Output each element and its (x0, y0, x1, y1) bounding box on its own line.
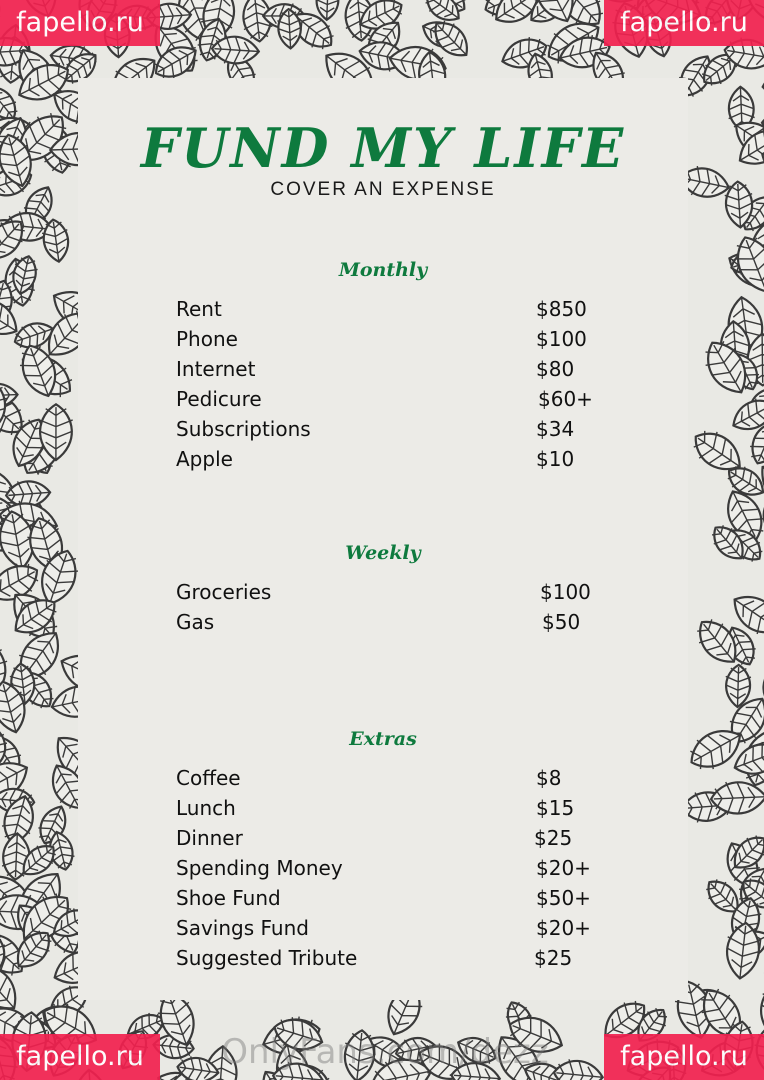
expense-label: Shoe Fund (176, 886, 281, 910)
expense-label: Pedicure (176, 387, 262, 411)
expense-row-subscriptions (176, 414, 596, 444)
expense-label: Gas (176, 610, 215, 634)
expense-label: Spending Money (176, 856, 343, 880)
expense-row-savings-fund (176, 913, 596, 943)
expense-amount: $10 (536, 447, 575, 471)
expense-label: Apple (176, 447, 233, 471)
expense-label: Groceries (176, 580, 272, 604)
expense-label: Subscriptions (176, 417, 311, 441)
expense-label: Lunch (176, 796, 236, 820)
expense-label: Dinner (176, 826, 243, 850)
expense-amount: $8 (536, 766, 562, 790)
expense-label: Coffee (176, 766, 241, 790)
expense-amount: $25 (534, 946, 573, 970)
watermark-bottom-left: fapello.ru (0, 1034, 160, 1080)
expense-row-coffee (176, 763, 596, 793)
expense-amount: $850 (536, 297, 587, 321)
expense-amount: $20+ (536, 856, 591, 880)
watermark-top-right: fapello.ru (604, 0, 764, 46)
expense-row-pedicure (176, 384, 596, 414)
watermark-top-left: fapello.ru (0, 0, 160, 46)
section-heading-monthly: Monthly (338, 259, 428, 281)
expense-row-shoe-fund (176, 883, 596, 913)
page-title: FUND MY LIFE (140, 116, 626, 180)
expense-amount: $50 (542, 610, 581, 634)
expense-label: Phone (176, 327, 238, 351)
page-subtitle: COVER AN EXPENSE (270, 179, 496, 200)
watermark-footer: OnlyFans.com/dezz (221, 1032, 549, 1072)
expense-label: Rent (176, 297, 222, 321)
expense-row-lunch (176, 793, 596, 823)
expense-row-rent (176, 294, 596, 324)
expense-row-apple (176, 444, 596, 474)
expense-label: Savings Fund (176, 916, 309, 940)
expense-row-suggested-tribute (176, 943, 596, 973)
expense-amount: $100 (536, 327, 587, 351)
expense-amount: $25 (534, 826, 573, 850)
expense-row-dinner (176, 823, 596, 853)
watermark-bottom-right: fapello.ru (604, 1034, 764, 1080)
expense-label: Internet (176, 357, 256, 381)
expense-amount: $100 (540, 580, 591, 604)
expense-amount: $80 (536, 357, 575, 381)
section-heading-weekly: Weekly (345, 542, 421, 564)
expense-row-gas (176, 607, 596, 637)
expense-row-phone (176, 324, 596, 354)
section-heading-extras: Extras (349, 728, 417, 750)
expense-row-groceries (176, 577, 596, 607)
expense-amount: $15 (536, 796, 575, 820)
expense-amount: $60+ (538, 387, 593, 411)
expense-row-spending-money (176, 853, 596, 883)
menu-card (78, 78, 688, 1000)
expense-label: Suggested Tribute (176, 946, 358, 970)
expense-amount: $50+ (536, 886, 591, 910)
expense-amount: $34 (536, 417, 575, 441)
expense-amount: $20+ (536, 916, 591, 940)
expense-row-internet (176, 354, 596, 384)
